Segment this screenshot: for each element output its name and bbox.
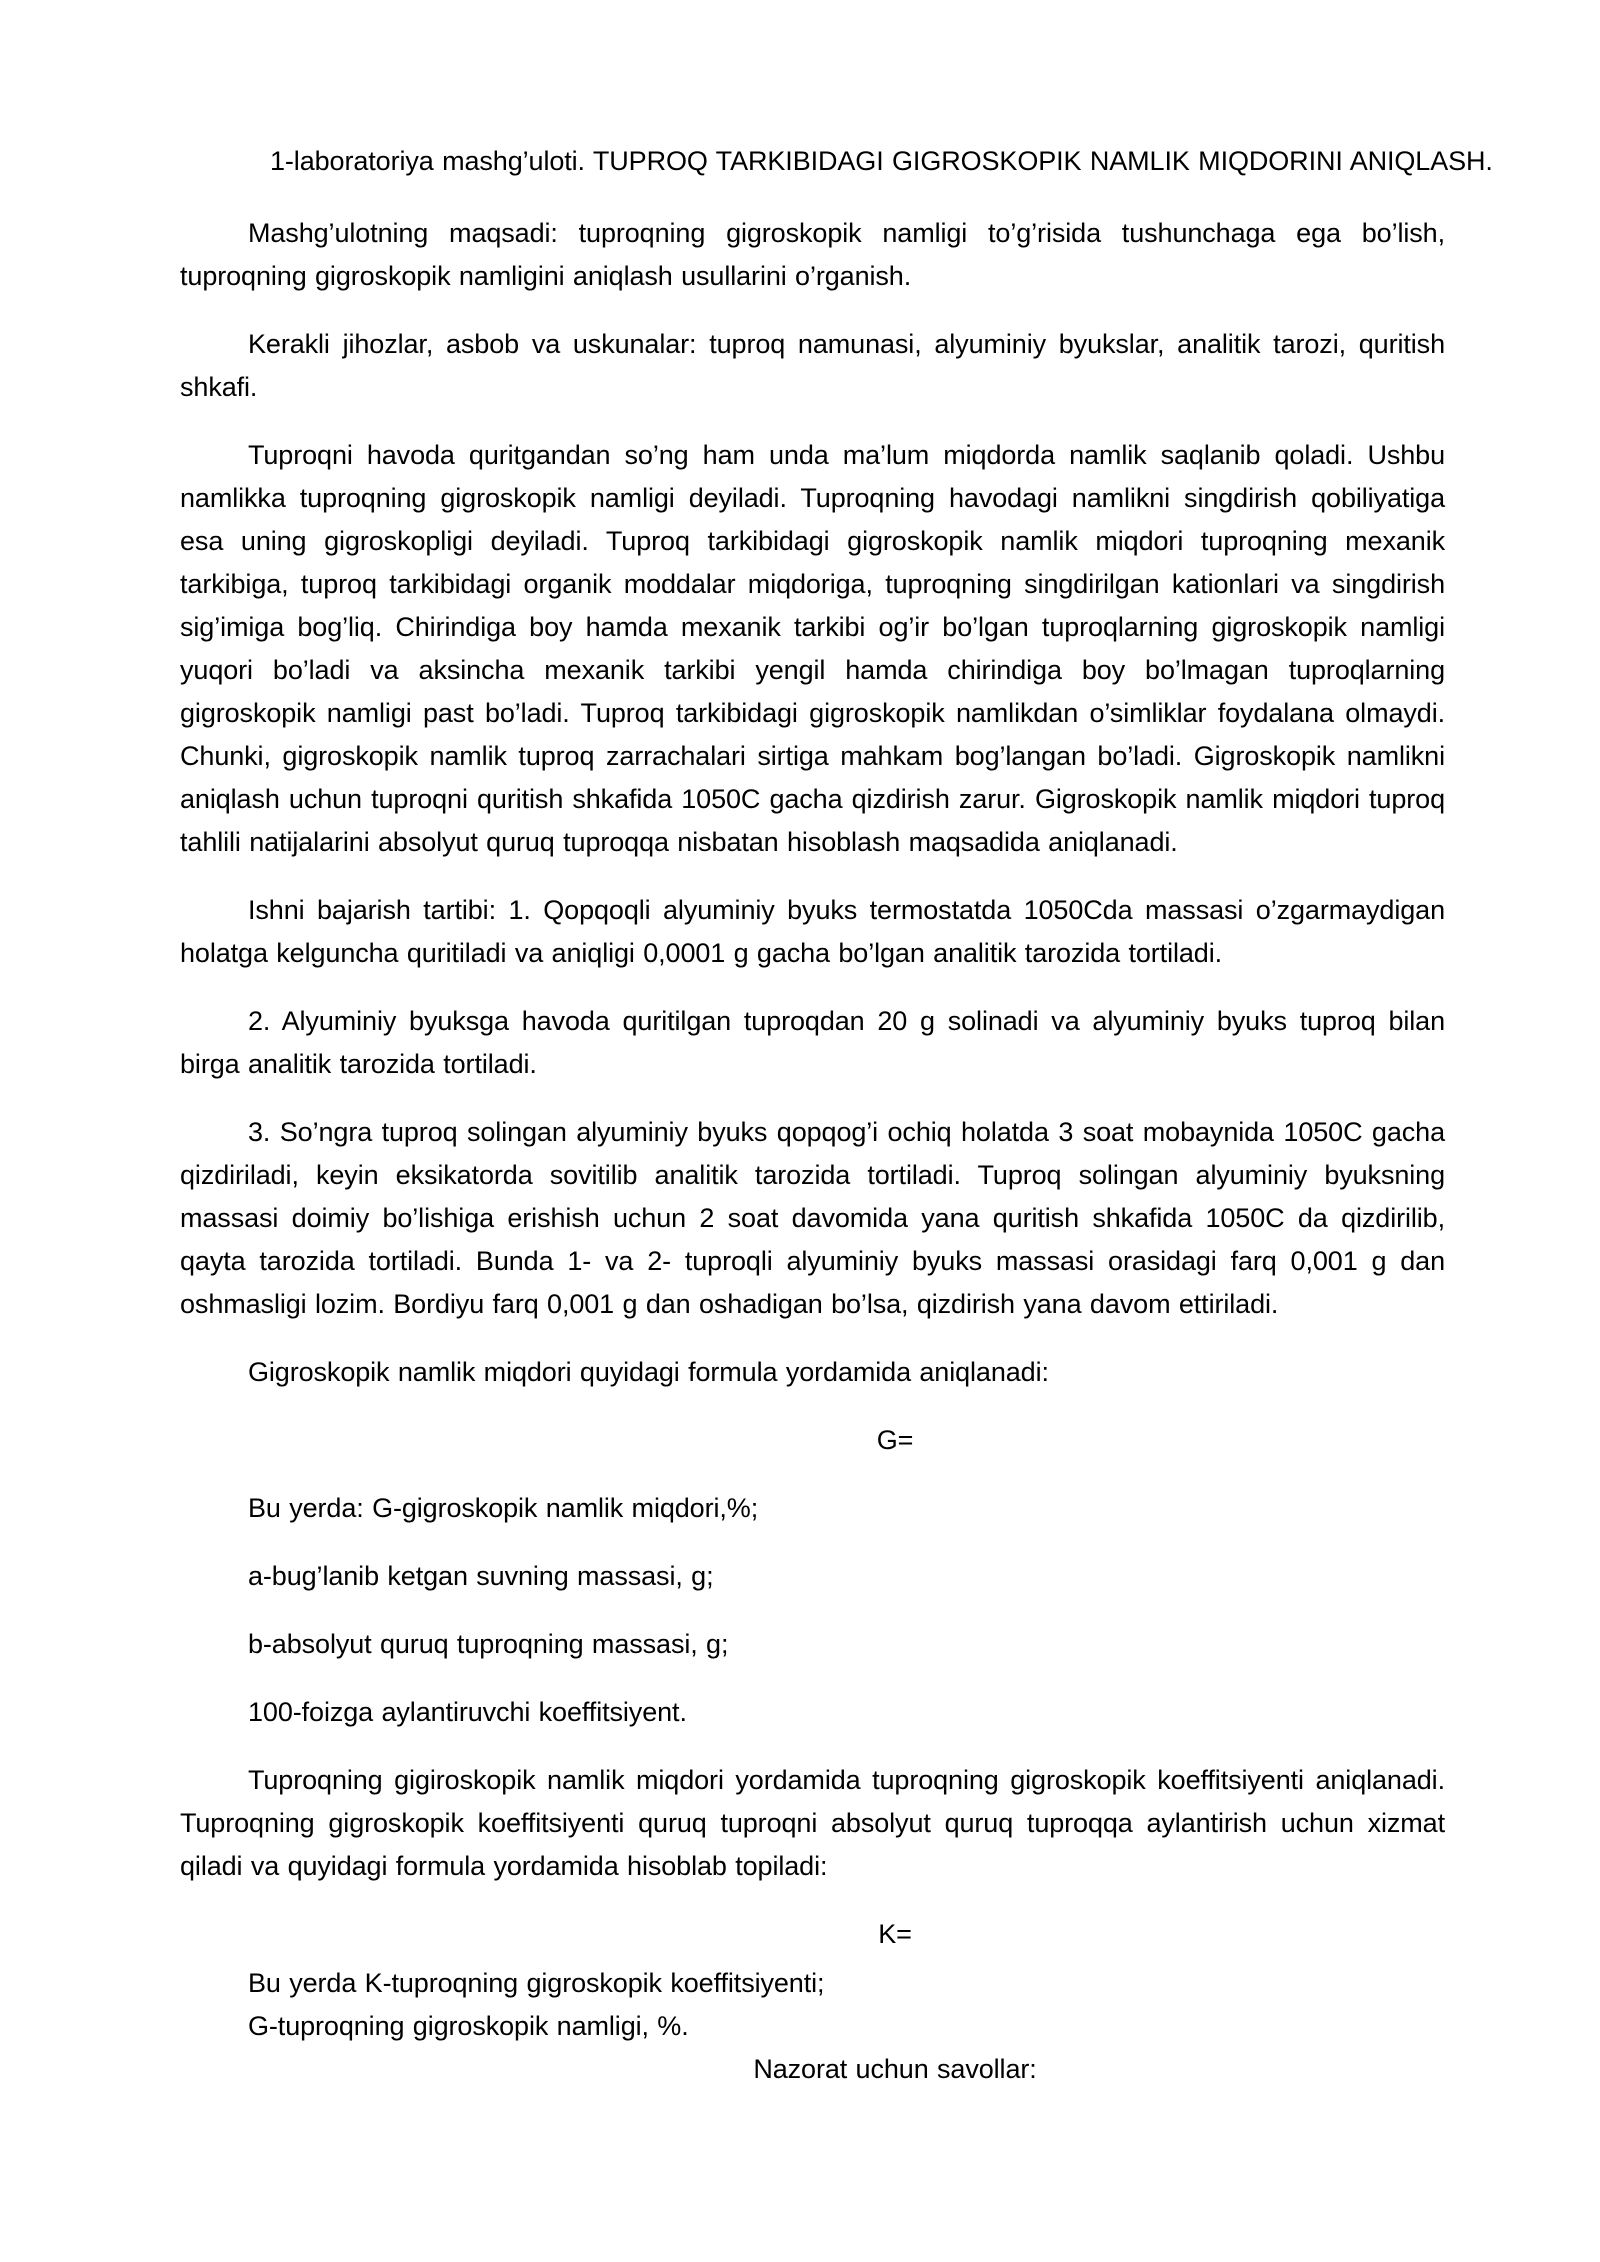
- legend-b-line: b-absolyut quruq tuproqning massasi, g;: [248, 1629, 729, 1659]
- legend-k-line: Bu yerda K-tuproqning gigroskopik koeffitsiyenti;: [248, 1968, 825, 1998]
- paragraph-equipment: Kerakli jihozlar, asbob va uskunalar: tuproq namunasi, alyuminiy byukslar, analitik tarozi, quritish shkafi.: [180, 329, 1445, 402]
- document-title: 1-laboratoriya mashg’uloti. TUPROQ TARKIBIDAGI GIGROSKOPIK NAMLIK MIQDORINI ANIQLASH.: [270, 146, 1493, 176]
- paragraph-procedure-step1: Ishni bajarish tartibi: 1. Qopqoqli alyuminiy byuks termostatda 1050Cda massasi o’zgarmaydigan holatga kelguncha quritiladi va aniqligi 0,0001 g gacha bo’lgan analitik tarozida tortiladi.: [180, 895, 1445, 968]
- formula-k: K=: [878, 1919, 912, 1949]
- paragraph-purpose: Mashg’ulotning maqsadi: tuproqning gigroskopik namligi to’g’risida tushunchaga ega bo’lish, tuproqning gigroskopik namligini aniqlash usullarini o’rganish.: [180, 218, 1445, 291]
- paragraph-coefficient: Tuproqning gigiroskopik namlik miqdori yordamida tuproqning gigroskopik koeffitsiyenti aniqlanadi. Tuproqning gigroskopik koeffitsiyenti quruq tuproqni absolyut quruq tuproqqa aylantirish uchun xizmat qiladi va quyidagi formula yordamida hisoblab topiladi:: [180, 1765, 1445, 1881]
- paragraph-theory: Tuproqni havoda quritgandan so’ng ham unda ma’lum miqdorda namlik saqlanib qoladi. Ushbu namlikka tuproqning gigroskopik namligi deyiladi. Tuproqning havodagi namlikni singdirish qobiliyatiga esa uning gigroskopligi deyiladi. Tuproq tarkibidagi gigroskopik namlik miqdori tuproqning mexanik tarkibiga, tuproq tarkibidagi organik moddalar miqdoriga, tuproqning singdirilgan kationlari va singdirish sig’imiga bog’liq. Chirindiga boy hamda mexanik tarkibi og’ir bo’lgan tuproqlarning gigroskopik namligi yuqori bo’ladi va aksincha mexanik tarkibi yengil hamda chirindiga boy bo’lmagan tuproqlarning gigroskopik namligi past bo’ladi. Tuproq tarkibidagi gigroskopik namlikdan o’simliklar foydalana olmaydi. Chunki, gigroskopik namlik tuproq zarrachalari sirtiga mahkam bog’langan bo’ladi. Gigroskopik namlikni aniqlash uchun tuproqni quritish shkafida 1050C gacha qizdirish zarur. Gigroskopik namlik miqdori tuproq tahlili natijalarini absolyut quruq tuproqqa nisbatan hisoblash maqsadida aniqlanadi.: [180, 440, 1445, 857]
- legend-g2-line: G-tuproqning gigroskopik namligi, %.: [248, 2011, 689, 2041]
- paragraph-procedure-step2: 2. Alyuminiy byuksga havoda quritilgan tuproqdan 20 g solinadi va alyuminiy byuks tuproq bilan birga analitik tarozida tortiladi.: [180, 1006, 1445, 1079]
- paragraph-formula-g-intro: Gigroskopik namlik miqdori quyidagi formula yordamida aniqlanadi:: [248, 1357, 1049, 1387]
- paragraph-procedure-step3: 3. So’ngra tuproq solingan alyuminiy byuks qopqog’i ochiq holatda 3 soat mobaynida 1050C gacha qizdiriladi, keyin eksikatorda sovitilib analitik tarozida tortiladi. Tuproq solingan alyuminiy byuksning massasi doimiy bo’lishiga erishish uchun 2 soat davomida yana quritish shkafida 1050C da qizdirilib, qayta tarozida tortiladi. Bunda 1- va 2- tuproqli alyuminiy byuks massasi orasidagi farq 0,001 g dan oshmasligi lozim. Bordiyu farq 0,001 g dan oshadigan bo’lsa, qizdirish yana davom ettiriladi.: [180, 1117, 1445, 1319]
- formula-g: G=: [876, 1425, 914, 1455]
- legend-a-line: a-bug’lanib ketgan suvning massasi, g;: [248, 1561, 714, 1591]
- legend-g-line: Bu yerda: G-gigroskopik namlik miqdori,%;: [248, 1493, 759, 1523]
- legend-100-line: 100-foizga aylantiruvchi koeffitsiyent.: [248, 1697, 687, 1727]
- control-questions-heading: Nazorat uchun savollar:: [753, 2054, 1037, 2084]
